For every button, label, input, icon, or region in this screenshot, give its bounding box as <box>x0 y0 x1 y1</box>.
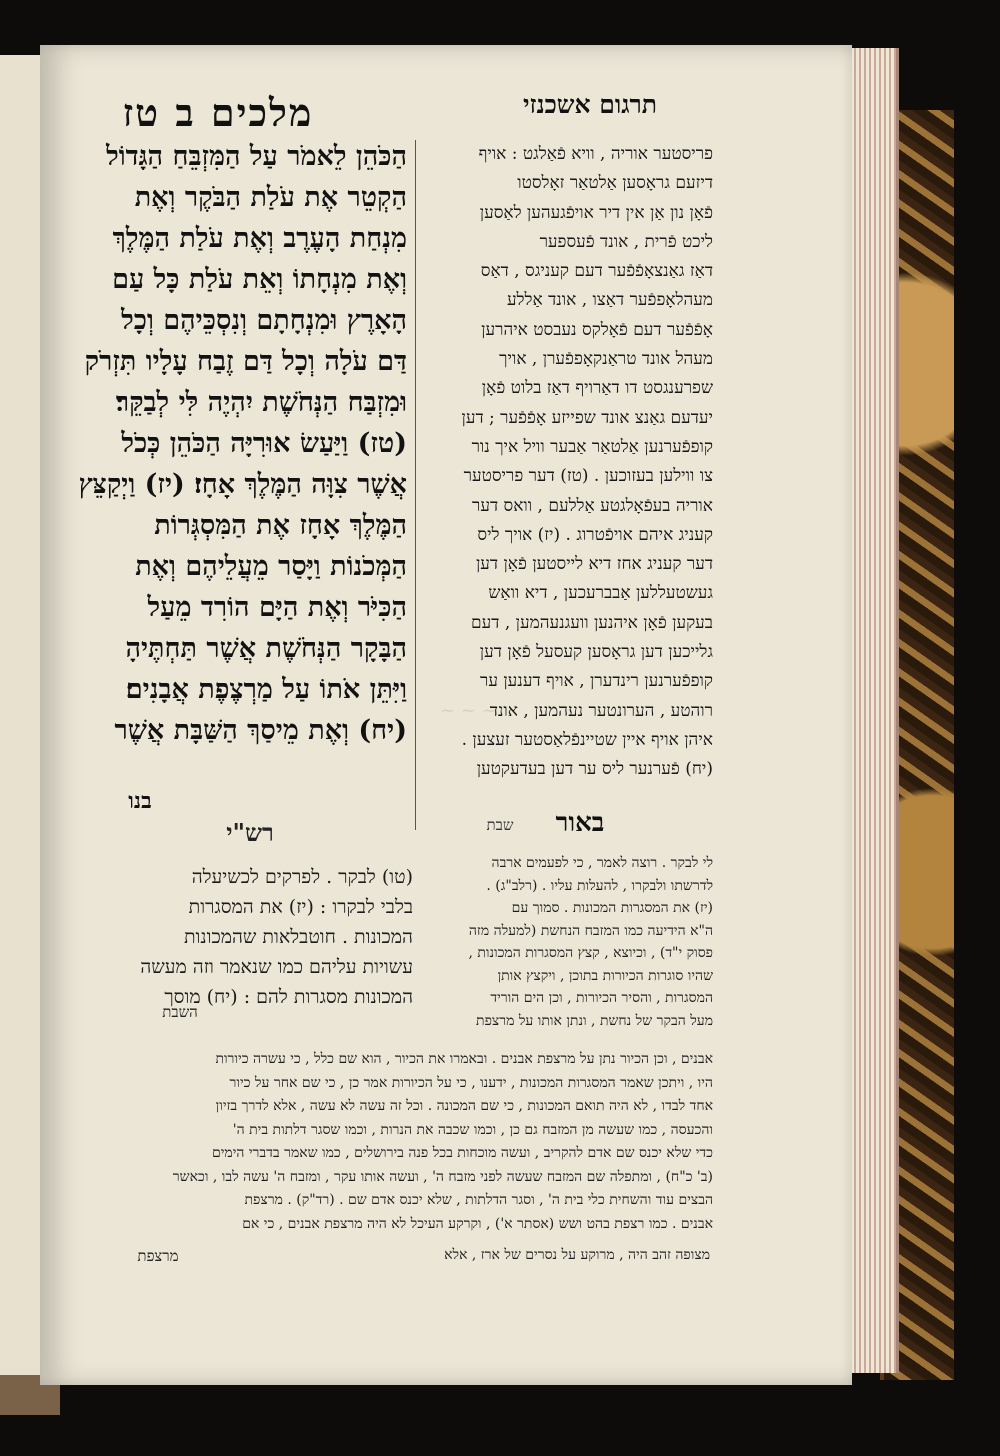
biur-line: ה"א הידיעה כמו המזבח הנחשת (למעלה מזה <box>468 922 713 939</box>
translation-line: דער קעניג אחז דיא לייסטען פֿאָן דען <box>475 554 713 575</box>
translation-line: אָפֿפֿער דעם פֿאָלקס נעבסט איהרען <box>481 319 713 340</box>
rashi-line: המכונות . חוטבלאות שהמכונות <box>183 926 413 948</box>
biur-line: פסוק י"ד) , וכיוצא , קצץ המסגרות המכונות , <box>468 945 713 961</box>
biur-heading: באור <box>555 808 605 838</box>
commentary-line: אחד לבדו , לא היה תואם המכונות , כי שם המכונה . וכל זה עשה לא עשה , אלא לדרך בזיון <box>215 1098 713 1114</box>
translation-line: מעהלאָפפֿער דאַצו , אונד אַללע <box>506 290 713 311</box>
rashi-heading: רש"י <box>226 818 274 847</box>
full-width-commentary <box>68 1048 713 1236</box>
commentary-line: היו , ויתכן שאמר המסגרות המכונות , ידענו , כי על הכיורות אמר כן , כי שם אחר על כיור <box>229 1074 713 1091</box>
rashi-line: המכונות מסגרות להם : (יח) מוסך <box>164 986 413 1008</box>
translation-line: שפרענגסט דו דאַרויף דאַז בלוט פֿאָן <box>481 378 713 399</box>
commentary-line: והכעסה , כמו שעשה מן המזבח גם כן , וכמו שכבה את הנרות , וכמו שסגר דלתות בית ה' <box>232 1121 713 1138</box>
show-through-text: ~ ~ ~ <box>440 700 497 721</box>
biur-commentary <box>428 852 713 1032</box>
translation-line: דיזעם גראָסען אַלטאַר זאָלסטו <box>517 173 713 194</box>
commentary-line: כדי שלא יכנס שם אדם להקריב , ועשה מוכחות בכל פנה בירושלים , כמו שאמר בדברי הימים <box>212 1145 713 1161</box>
translation-line: מעהל אונד טראַנקאָפפֿערן , אויך <box>499 349 713 370</box>
translation-line: קופפֿערנען אַלטאַר אַבער וויל איך נור <box>471 436 713 457</box>
biur-line: לדרשתו ולבקרו , להעלות עליו . (רלב"ג) . <box>486 877 713 894</box>
translation-line: (יח) פֿערנער ליס ער דען בעדעקטען <box>476 759 713 780</box>
page-catchword: מרצפת <box>137 1247 179 1265</box>
commentary-line: (ב' כ"ח) , ומתפלה שם המזבח שעשה לפני מזבח ה' , ועשה אותו עקר , ומזבח ה' עשה לבו , וכאשר <box>172 1168 713 1185</box>
biur-line: (יז) את המסגרות המכונות . סמוך עם <box>511 900 713 916</box>
translation-column <box>425 140 713 785</box>
translation-line: קעניג איהם אויפֿטרוג . (יז) אויך ליס <box>477 524 713 545</box>
text-line: (יח) וְאֶת מֵיסַךְ הַשַּׁבָּת אֲשֶׁר <box>114 715 407 746</box>
translation-line: איהן אויף איין שטיינפֿלאַסטער זעצען . <box>461 729 713 750</box>
translation-line: ליכט פֿרית , אונד פֿעספער <box>539 231 713 252</box>
biur-catchword: שבת <box>486 816 514 834</box>
text-line: דַּם עֹלָה וְכָל דַּם זֶבַח עָלָיו תִּזְרֹק <box>84 346 407 377</box>
rashi-line: (טו) לבקר . לפרקים לכשיעלה <box>191 866 413 888</box>
text-line: הַקְטֵר אֶת עֹלַת הַבֹּקֶר וְאֶת <box>134 182 407 213</box>
column-divider <box>415 140 416 830</box>
translation-line: צו ווילען בעזוכען . (טז) דער פריסטער <box>463 466 713 487</box>
text-line: (טז) וַיַּעַשׂ אוּרִיָּה הַכֹּהֵן כְּכֹל <box>121 428 407 459</box>
translation-line: פריסטער אוריה , וויא פֿאַלגט : אויף <box>478 144 713 164</box>
rashi-commentary <box>68 862 413 1012</box>
biur-line: שהיו סוגרות הכיורות בתוכן , ויקצץ אותן <box>497 967 713 984</box>
text-line: אֲשֶׁר צִוָּה הַמֶּלֶךְ אָחָז׃ (יז) וַיְקַצֵּץ <box>78 469 407 500</box>
text-line: הַמֶּלֶךְ אָחָז אֶת הַמִּסְגְּרוֹת <box>154 510 407 541</box>
translation-line: געשטעללען אַבברעכען , דיא וואַש <box>488 583 713 604</box>
text-line: הָאָרֶץ וּמִנְחָתָם וְנִסְכֵּיהֶם וְכָל <box>121 305 407 336</box>
commentary-line: הבצים עוד והשחית כלי בית ה' , וסגר הדלתות , שלא יכנס אדם שם . (רד"ק) . מרצפת <box>244 1192 713 1208</box>
running-title-translation: תרגום אשכנזי <box>522 90 658 119</box>
running-title-book: מלכים ב טז <box>122 90 314 135</box>
translation-line: דאַז גאַנצאָפֿפֿער דעם קעניגס , דאַס <box>480 261 713 282</box>
translation-line: רוהטע , הערונטער נעהמען , אונד <box>489 700 713 721</box>
text-line: מִנְחַת הָעֶרֶב וְאֶת עֹלַת הַמֶּלֶךְ <box>112 223 407 254</box>
facing-page-edge <box>0 55 42 1385</box>
text-line: הַמְּכֹנוֹת וַיָּסַר מֵעֲלֵיהֶם וְאֶת <box>135 551 407 582</box>
text-line: הַכִּיֹּר וְאֶת הַיָּם הוֹרִד מֵעַל <box>147 592 407 623</box>
commentary-line: אבנים , וכן הכיור נתן על מרצפת אבנים . ובאמרו את הכיור , הוא שם כלל , כי עשרה כיורות <box>215 1051 713 1067</box>
biur-line: המסגרות , והסיר הכיורות , וכן הים הוריד <box>490 990 713 1006</box>
commentary-last-line: מצופה זהב היה , מרוקע על נסרים של ארז , אלא <box>444 1247 710 1263</box>
text-line: הַכֹּהֵן לֵאמֹר עַל הַמִּזְבֵּחַ הַגָּדוֹל <box>106 141 407 172</box>
text-line: וְאֶת מִנְחָתוֹ וְאֵת עֹלַת כָּל עַם <box>112 264 407 295</box>
translation-line: בעקען פֿאָן איהנען וועגנעהמען , דעם <box>471 612 713 633</box>
text-line: וּמִזְבַּח הַנְּחֹשֶׁת יִהְיֶה לִּי לְבַקֵּר׃ <box>115 387 407 418</box>
text-line: וַיִּתֵּן אֹתוֹ עַל מַרְצֶפֶת אֲבָנִים׃ <box>125 674 407 705</box>
commentary-line: אבנים . כמו רצפת בהט ושש (אסתר א') , וקרקע העיכל לא היה מרצפת אבנים , כי אם <box>242 1215 713 1232</box>
translation-line: אוריה בעפֿאָלגטע אַללעם , וואס דער <box>472 495 713 516</box>
rashi-line: עשויות עליהם כמו שנאמר וזה מעשה <box>140 956 413 978</box>
rashi-line: בלבי לבקרו : (יז) את המסגרות <box>188 896 413 918</box>
catchword: בנו <box>128 788 152 814</box>
biur-line: מעל הבקר של נחשת , ונתן אותו על מרצפת <box>476 1012 713 1029</box>
translation-line: קופפֿערנען רינדערן , אויף דענען ער <box>479 671 713 692</box>
rashi-catchword: השבת <box>162 1003 198 1021</box>
translation-line: גלייכען דען גראָסען קעסעל פֿאָן דען <box>479 642 713 663</box>
biur-line: לי לבקר . רוצה לאמר , כי לפעמים ארבה <box>491 855 713 871</box>
translation-line: יעדעם גאַנצ אונד שפייזע אָפֿפֿער ; דען <box>461 407 713 428</box>
biblical-text-column <box>62 136 407 751</box>
text-line: הַבָּקָר הַנְּחֹשֶׁת אֲשֶׁר תַּחְתֶּיהָ <box>125 633 407 664</box>
translation-line: פֿאָן נון אַן אין דיר אויפֿגעהען לאַסען <box>479 202 713 223</box>
